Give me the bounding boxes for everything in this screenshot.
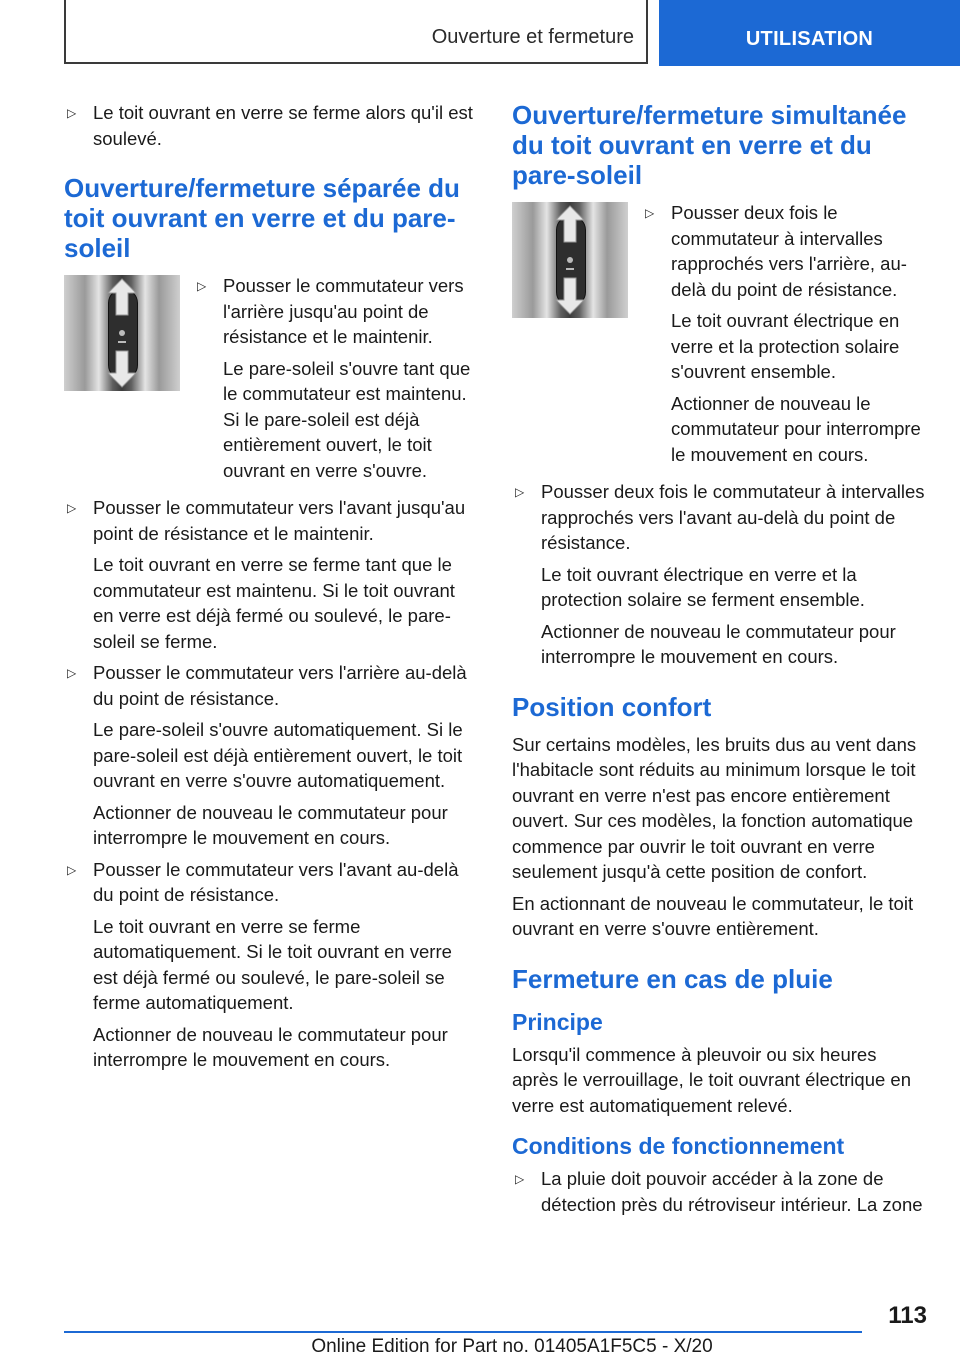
section-heading-comfort: Position confort (512, 691, 712, 722)
triangle-marker-icon: ▷ (645, 206, 655, 220)
right-column (512, 100, 926, 1223)
triangle-marker-icon: ▷ (67, 501, 77, 515)
page-header (0, 0, 960, 66)
list-item-text: Pousser deux fois le commutateur à intervalles rapprochés vers l'arrière, au-delà du point de résistance. (671, 202, 907, 300)
list-item (512, 479, 926, 670)
list-item (64, 660, 478, 851)
list-item-text: Le toit ouvrant électrique en verre et la protection solaire se ferment ensemble. (541, 563, 865, 610)
header-chapter-tab[interactable] (659, 0, 960, 66)
triangle-marker-icon: ▷ (67, 106, 77, 120)
subheading-principle: Principe (512, 1008, 603, 1035)
paragraph: En actionnant de nouveau le commutateur, le toit ouvrant en verre s'ouvre entièrement. (512, 892, 914, 939)
image-list-item (512, 200, 926, 473)
header-chapter-label: UTILISATION (745, 28, 874, 50)
list-item-text: Pousser le commutateur vers l'avant au-delà du point de résistance. (93, 858, 459, 905)
triangle-marker-icon: ▷ (515, 485, 525, 499)
section-heading-rain: Fermeture en cas de pluie (512, 963, 833, 994)
triangle-marker-icon: ▷ (67, 666, 77, 680)
list-item-text: Actionner de nouveau le commutateur pour interrompre le mouvement en cours. (541, 620, 896, 667)
header-section-box (64, 0, 648, 64)
triangle-marker-icon: ▷ (515, 1172, 525, 1186)
list-item-text: La pluie doit pouvoir accéder à la zone de détection près du rétroviseur intérieur. La zone (541, 1168, 923, 1215)
list-item-text: Pousser le commutateur vers l'arrière au-delà du point de résistance. (93, 662, 467, 709)
list-item (64, 100, 478, 151)
list-item-text: Pousser le commutateur vers l'arrière jusqu'au point de résistance et le maintenir. (223, 275, 464, 347)
image-list-item (64, 273, 478, 489)
list-item (512, 1166, 926, 1217)
list-item-text: Le pare-soleil s'ouvre tant que le commutateur est maintenu. Si le pare-soleil est déjà entièrement ouvert, le toit ouvrant en verre s'ouvre. (223, 357, 471, 481)
list-item-text: Actionner de nouveau le commutateur pour interrompre le mouvement en cours. (671, 392, 921, 465)
left-column (64, 100, 478, 1079)
paragraph: Lorsqu'il commence à pleuvoir ou six heures après le verrouillage, le toit ouvrant électrique en verre est automatiquement relevé. (512, 1043, 912, 1116)
list-item-text: Pousser le commutateur vers l'avant jusqu'au point de résistance et le maintenir. (93, 497, 466, 544)
list-item-text: Le toit ouvrant électrique en verre et la protection solaire s'ouvrent ensemble. (671, 310, 900, 382)
list-item-text: Le toit ouvrant en verre se ferme tant que le commutateur est maintenu. Si le toit ouvrant en verre est déjà fermé ou soulevé, le pare-soleil se ferme. (93, 554, 455, 652)
list-item-text: Pousser deux fois le commutateur à intervalles rapprochés vers l'avant au-delà du point de résistance. (541, 481, 925, 553)
footer-edition: Online Edition for Part no. 01405A1F5C5 - X/20 (311, 1336, 713, 1357)
roof-switch-image (64, 275, 180, 391)
list-item-text: Actionner de nouveau le commutateur pour interrompre le mouvement en cours. (93, 801, 448, 848)
section-heading-simultaneous: Ouverture/fermeture simultanée du toit ouvrant en verre et du pare-soleil (512, 100, 907, 190)
page-number: 113 (888, 1302, 927, 1329)
header-section-title: Ouverture et fermeture (431, 26, 634, 48)
roof-switch-image (512, 202, 628, 318)
list-item-text: Le toit ouvrant en verre se ferme alors qu'il est soulevé. (93, 102, 473, 149)
triangle-marker-icon: ▷ (67, 862, 77, 877)
list-item (64, 857, 478, 1073)
paragraph: Sur certains modèles, les bruits dus au vent dans l'habitacle sont réduits au minimum lorsque le toit ouvrant en verre n'est pas encore entièrement ouvert. Sur ces modèles, la fonction automatique commence par ouvrir le toit ouvrant en verre seulement jusqu'à cette position de confort. (512, 733, 917, 882)
list-item-text: Le pare-soleil s'ouvre automatiquement. Si le pare-soleil est déjà entièrement ouvert, le toit ouvrant en verre s'ouvre automatiquement. (93, 719, 463, 791)
list-item-text: Le toit ouvrant en verre se ferme automatiquement. Si le toit ouvrant en verre est déjà fermé ou soulevé, le pare-soleil se ferme automatiquement. (93, 915, 452, 1013)
footer-divider (64, 1331, 862, 1333)
section-heading-separate: Ouverture/fermeture séparée du toit ouvrant en verre et du pare-soleil (64, 173, 460, 263)
list-item-text: Actionner de nouveau le commutateur pour interrompre le mouvement en cours. (93, 1023, 448, 1070)
subheading-conditions: Conditions de fonctionnement (512, 1133, 845, 1159)
list-item (64, 495, 478, 654)
triangle-marker-icon: ▷ (197, 279, 207, 293)
